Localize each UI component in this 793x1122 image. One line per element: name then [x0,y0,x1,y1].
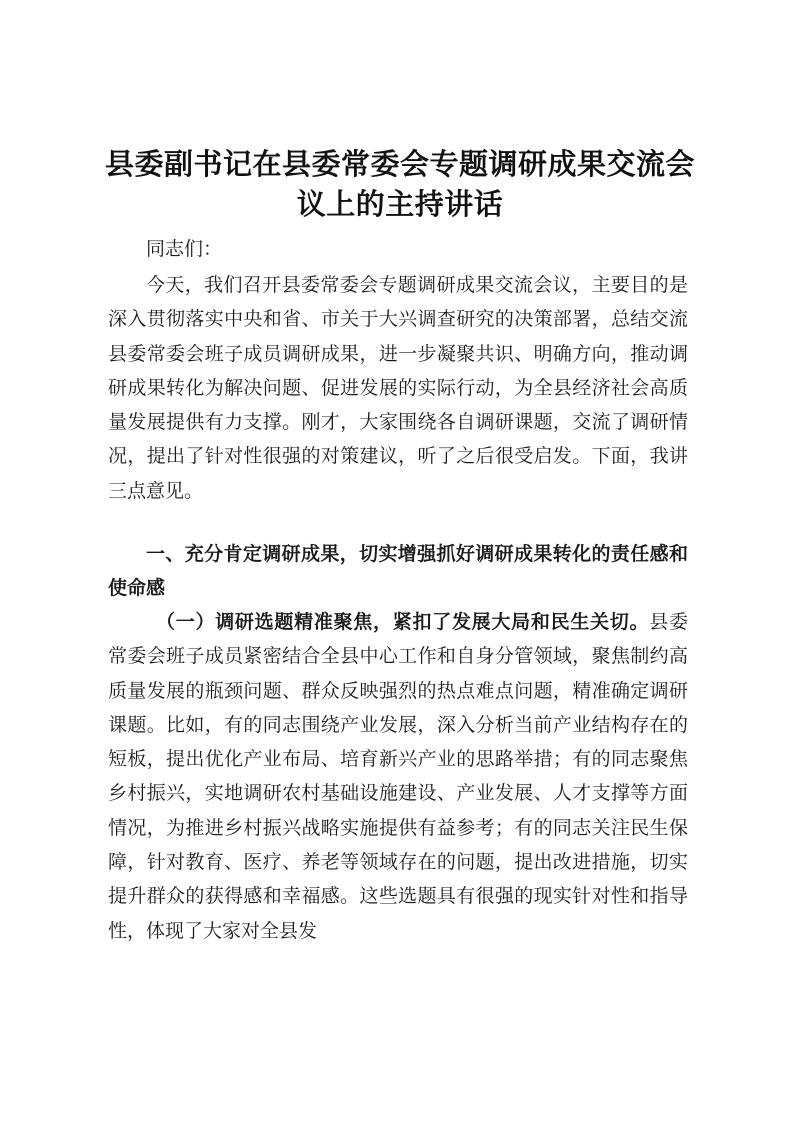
document-title: 县委副书记在县委常委会专题调研成果交流会议上的主持讲话 [104,147,695,221]
greeting-text: 同志们： [146,238,223,260]
subsection-paragraph-1 [108,605,688,948]
subsection-lead-1: （一）调研选题精准聚焦，紧扣了发展大局和民生关切。 [156,611,650,633]
intro-paragraph: 今天，我们召开县委常委会专题调研成果交流会议，主要目的是深入贯彻落实中央和省、市关于大兴调查研究的决策部署，总结交流县委常委会班子成员调研成果，进一步凝聚共识、明确方向，推动调研成果转化为解决问题、促进发展的实际行动，为全县经济社会高质量发展提供有力支撑。刚才，大家围绕各自调研课题，交流了调研情况，提出了针对性很强的对策建议，听了之后很受启发。下面，我讲三点意见。 [108,274,688,502]
subsection-body-1: 县委常委会班子成员紧密结合全县中心工作和自身分管领域，聚焦制约高质量发展的瓶颈问题、群众反映强烈的热点难点问题，精准确定调研课题。比如，有的同志围绕产业发展，深入分析当前产业结构存在的短板，提出优化产业布局、培育新兴产业的思路举措；有的同志聚焦乡村振兴，实地调研农村基础设施建设、产业发展、人才支撑等方面情况，为推进乡村振兴战略实施提供有益参考；有的同志关注民生保障，针对教育、医疗、养老等领域存在的问题，提出改进措施，切实提升群众的获得感和幸福感。这些选题具有很强的现实针对性和指导性，体现了大家对全县发 [108,611,688,942]
section-heading-1: 一、充分肯定调研成果，切实增强抓好调研成果转化的责任感和使命感 [108,543,688,600]
greeting [108,232,688,266]
